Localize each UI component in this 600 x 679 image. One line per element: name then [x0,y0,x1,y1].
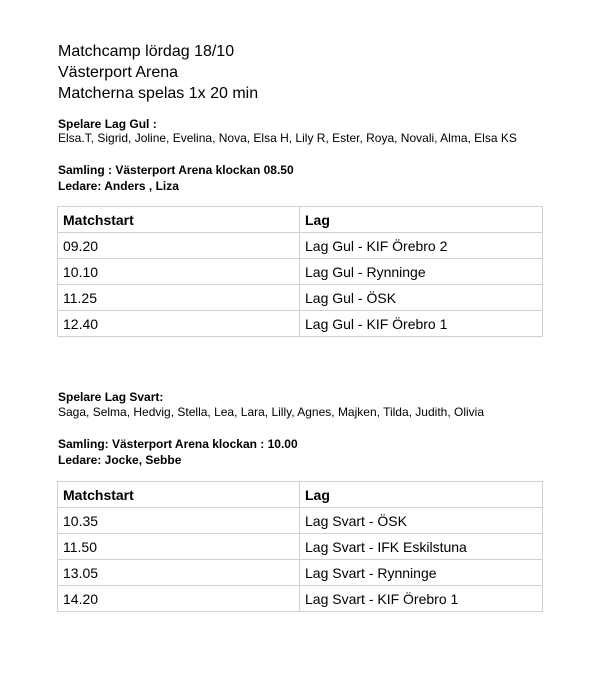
column-header-matchstart: Matchstart [58,207,300,233]
match-teams: Lag Svart - ÖSK [300,508,543,534]
team-svart-schedule-table [57,481,543,612]
table-row [58,311,543,337]
match-time: 10.35 [58,508,300,534]
team-svart-players-list: Saga, Selma, Hedvig, Stella, Lea, Lara, Lilly, Agnes, Majken, Tilda, Judith, Olivia [58,405,484,419]
team-gul-gathering: Samling : Västerport Arena klockan 08.50 [58,163,294,177]
heading-title: Matchcamp lördag 18/10 [58,43,235,60]
match-time: 11.25 [58,285,300,311]
match-time: 14.20 [58,586,300,612]
table-row [58,586,543,612]
team-svart-leaders: Ledare: Jocke, Sebbe [58,453,182,467]
table-header-row [58,207,543,233]
match-teams: Lag Gul - KIF Örebro 2 [300,233,543,259]
match-time: 11.50 [58,534,300,560]
match-time: 12.40 [58,311,300,337]
table-row [58,560,543,586]
match-teams: Lag Gul - KIF Örebro 1 [300,311,543,337]
table-header-row [58,482,543,508]
column-header-lag: Lag [300,207,543,233]
table-row [58,285,543,311]
match-teams: Lag Svart - IFK Eskilstuna [300,534,543,560]
table-row [58,259,543,285]
match-time: 09.20 [58,233,300,259]
team-gul-leaders: Ledare: Anders , Liza [58,179,179,193]
team-gul-players-title: Spelare Lag Gul : [58,117,157,131]
team-gul-schedule-table [57,206,543,337]
match-time: 13.05 [58,560,300,586]
match-teams: Lag Svart - Rynninge [300,560,543,586]
document-heading [58,41,258,104]
heading-match-format: Matcherna spelas 1x 20 min [58,85,259,102]
table-row [58,508,543,534]
team-svart-gathering: Samling: Västerport Arena klockan : 10.00 [58,437,298,451]
team-gul-players-list: Elsa.T, Sigrid, Joline, Evelina, Nova, Elsa H, Lily R, Ester, Roya, Novali, Alma, Elsa KS [58,131,517,145]
column-header-lag: Lag [300,482,543,508]
heading-venue: Västerport Arena [58,64,179,81]
match-teams: Lag Gul - Rynninge [300,259,543,285]
team-svart-players-title: Spelare Lag Svart: [58,390,164,404]
table-row [58,233,543,259]
column-header-matchstart: Matchstart [58,482,300,508]
table-row [58,534,543,560]
match-teams: Lag Svart - KIF Örebro 1 [300,586,543,612]
match-time: 10.10 [58,259,300,285]
match-teams: Lag Gul - ÖSK [300,285,543,311]
